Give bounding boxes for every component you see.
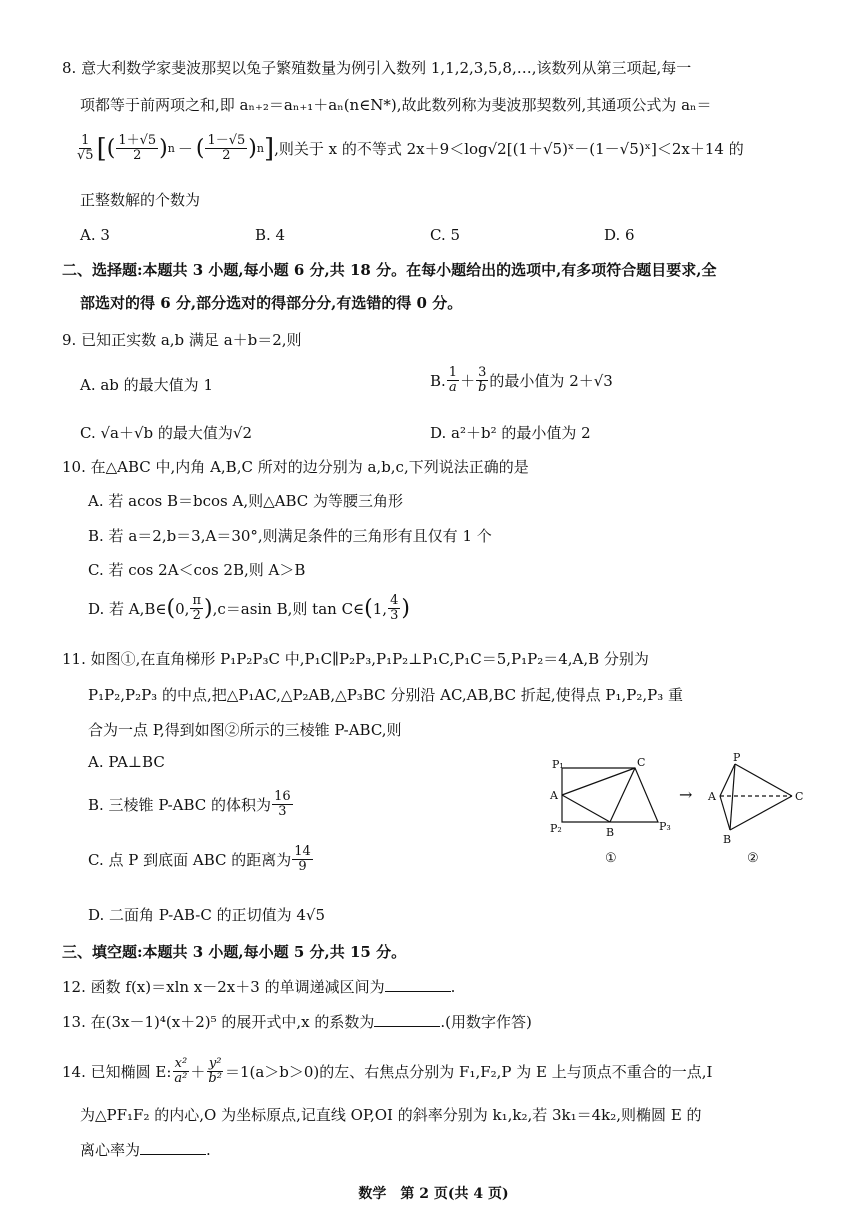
q8-option-c: C. 5 — [430, 226, 461, 244]
q8-option-a: A. 3 — [80, 226, 110, 244]
label-p3: P₃ — [659, 820, 671, 833]
label-p2: P₂ — [550, 822, 562, 835]
frac-golden-minus: $\frac{1-√5}{2}$ — [207, 133, 246, 163]
segment-ab — [562, 795, 610, 822]
q9-option-c: C. √a＋√b 的最大值为√2 — [80, 424, 253, 442]
q13-answer-blank — [374, 1012, 440, 1027]
q10-option-b: B. 若 a＝2,b＝3,A＝30°,则满足条件的三角形有且仅有 1 个 — [88, 527, 492, 545]
q14-line1: 14. 已知椭圆 E: $\frac{\text{x²}}{\text{a²}}$ ＋ $\frac{\text{y²}}{\text{b²}}$ ＝1(a＞b＞0)的左、右焦点分别为 F₁,F₂,P 为 E 上与顶点不重合的一点,I — [62, 1056, 713, 1086]
q12: 12. 函数 f(x)＝xln x－2x＋3 的单调递减区间为 . — [62, 978, 456, 996]
q8-option-b: B. 4 — [255, 226, 286, 244]
frac-golden-plus: $\frac{1+√5}{2}$ — [118, 133, 157, 163]
section2-line2: 部选对的得 6 分,部分选对的得部分分,有选错的得 0 分。 — [80, 294, 463, 312]
q8-line2: 项都等于前两项之和,即 aₙ₊₂＝aₙ₊₁＋aₙ(n∈N*),故此数列称为斐波那契数列,其通项公式为 aₙ＝ — [80, 96, 712, 114]
frac-4-over-3: $\frac{4}{3}$ — [390, 593, 399, 623]
edge-bc — [730, 796, 792, 830]
q12-answer-blank — [385, 977, 451, 992]
q8-line4: 正整数解的个数为 — [80, 191, 201, 209]
frac-16-over-3: $\frac{16}{3}$ — [274, 789, 291, 819]
frac-pi-over-2: $\frac{\pi}{2}$ — [192, 593, 201, 623]
q10-option-c: C. 若 cos 2A＜cos 2B,则 A＞B — [88, 561, 306, 579]
frac-1-over-sqrt5: $\frac{1}{√5}$ — [77, 133, 94, 163]
frac-1-over-a: $\frac{1}{a}$ — [448, 365, 458, 395]
q9-option-b: B. $\frac{1}{a}$ ＋ $\frac{3}{b}$ 的最小值为 2＋√3 — [430, 365, 613, 395]
edge-pc — [735, 764, 792, 796]
page-footer: 数学 第 2 页(共 4 页) — [358, 1186, 509, 1202]
edge-ab — [720, 796, 730, 830]
trapezoid-outline — [562, 768, 658, 822]
q11-option-b: B. 三棱锥 P-ABC 的体积为 $\frac{16}{3}$ — [88, 789, 291, 819]
label-a-1: A — [550, 789, 558, 802]
q11-option-d: D. 二面角 P-AB-C 的正切值为 4√5 — [88, 906, 325, 924]
q8-option-d: D. 6 — [604, 226, 635, 244]
q9-option-d: D. a²＋b² 的最小值为 2 — [430, 424, 591, 442]
q11-option-a: A. PA⊥BC — [88, 753, 165, 771]
caption-fig2: ② — [747, 851, 759, 866]
q9-stem: 9. 已知正实数 a,b 满足 a＋b＝2,则 — [62, 331, 302, 349]
label-b-1: B — [606, 826, 615, 839]
frac-y2-over-b2: $\frac{\text{y²}}{\text{b²}}$ — [208, 1056, 222, 1086]
frac-x2-over-a2: $\frac{\text{x²}}{\text{a²}}$ — [174, 1056, 188, 1086]
q9-option-a: A. ab 的最大值为 1 — [80, 376, 213, 394]
q13: 13. 在(3x－1)⁴(x＋2)⁵ 的展开式中,x 的系数为 .(用数字作答) — [62, 1013, 532, 1031]
label-a-2: A — [708, 790, 716, 803]
q14-line3: 离心率为 . — [80, 1141, 211, 1159]
q11-option-c: C. 点 P 到底面 ABC 的距离为 $\frac{14}{9}$ — [88, 844, 311, 874]
label-c-1: C — [637, 756, 646, 769]
q11-line2: P₁P₂,P₂P₃ 的中点,把△P₁AC,△P₂AB,△P₃BC 分别沿 AC,AB,BC 折起,使得点 P₁,P₂,P₃ 重 — [88, 686, 684, 704]
q11-figure — [540, 750, 840, 875]
q14-line2: 为△PF₁F₂ 的内心,O 为坐标原点,记直线 OP,OI 的斜率分别为 k₁,k₂,若 3k₁＝4k₂,则椭圆 E 的 — [80, 1106, 702, 1124]
q8-line1: 8. 意大利数学家斐波那契以兔子繁殖数量为例引入数列 1,1,2,3,5,8,…,该数列从第三项起,每一 — [62, 59, 692, 77]
label-b-2: B — [723, 833, 732, 846]
label-p1: P₁ — [552, 758, 564, 771]
q8-line3: $\frac{1}{√5}$ [ ( $\frac{1+√5}{2}$ ) n － ( $\frac{1-√5}{2}$ ) n ] ,则关于 x 的不等式 2x＋9＜log√2[(1＋√5)ˣ－(1－√5)ˣ]＜2x＋14 的 — [77, 133, 744, 164]
frac-3-over-b: $\frac{3}{b}$ — [478, 365, 487, 395]
label-p: P — [733, 751, 741, 764]
q10-stem: 10. 在△ABC 中,内角 A,B,C 所对的边分别为 a,b,c,下列说法正确的是 — [62, 458, 529, 476]
section3-heading: 三、填空题:本题共 3 小题,每小题 5 分,共 15 分。 — [62, 943, 407, 961]
q14-answer-blank — [140, 1140, 206, 1155]
q8-line3-text: ,则关于 x 的不等式 2x＋9＜log√2[(1＋√5)ˣ－(1－√5)ˣ]＜2x＋14 的 — [274, 139, 744, 158]
label-c-2: C — [795, 790, 804, 803]
section2-line1: 二、选择题:本题共 3 小题,每小题 6 分,共 18 分。在每小题给出的选项中,有多项符合题目要求,全 — [62, 261, 717, 279]
fold-arrow: → — [679, 785, 693, 804]
q11-line3: 合为一点 P,得到如图②所示的三棱锥 P-ABC,则 — [88, 721, 402, 739]
q10-option-d: D. 若 A,B∈ ( 0, $\frac{\pi}{2}$ ) ,c＝asin B,则 tan C∈ ( 1, $\frac{4}{3}$ ) — [88, 593, 410, 623]
caption-fig1: ① — [605, 851, 617, 866]
q10-option-a: A. 若 acos B＝bcos A,则△ABC 为等腰三角形 — [88, 492, 404, 510]
frac-14-over-9: $\frac{14}{9}$ — [294, 844, 311, 874]
q11-line1: 11. 如图①,在直角梯形 P₁P₂P₃C 中,P₁C∥P₂P₃,P₁P₂⊥P₁C,P₁C＝5,P₁P₂＝4,A,B 分别为 — [62, 650, 649, 668]
